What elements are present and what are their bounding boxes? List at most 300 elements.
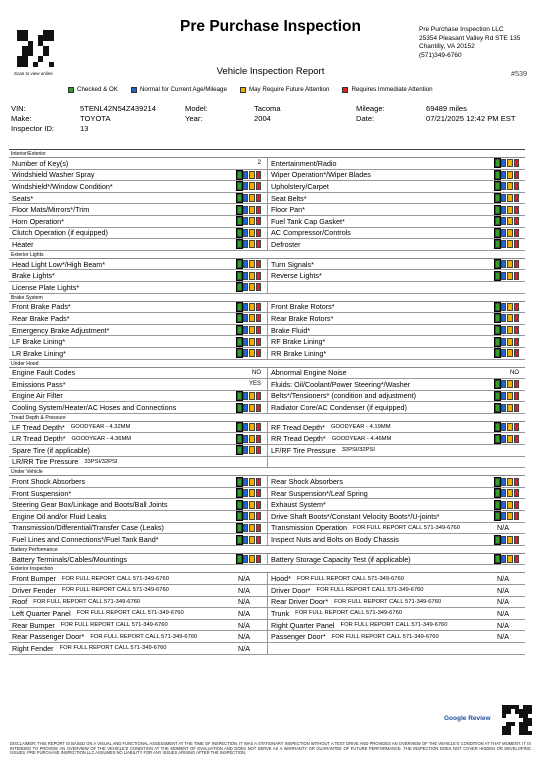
item-label: Horn Operation* (12, 216, 64, 226)
item-label: Seat Belts* (271, 193, 307, 203)
item-label: Belts*/Tensioners* (condition and adjustment) (271, 391, 417, 401)
status-indicator (237, 314, 261, 322)
yellow-status-box-icon (249, 240, 254, 248)
green-status-box-icon (495, 326, 500, 334)
item-note: GOODYEAR - 4.32MM (70, 424, 131, 431)
item-label: Head Light Low*/High Beam* (12, 259, 106, 269)
green-status-box-icon (237, 229, 242, 237)
status-indicator (495, 338, 519, 346)
status-indicator (237, 349, 261, 357)
table-row (9, 391, 525, 403)
status-indicator (495, 435, 519, 443)
table-row (9, 573, 525, 585)
blue-status-box-icon (243, 446, 248, 454)
item-na: N/A (238, 597, 250, 607)
inspection-item (9, 228, 267, 239)
inspection-item (267, 643, 525, 654)
yellow-status-box-icon (249, 182, 254, 190)
item-label: Radiator Core/AC Condenser (if equipped) (271, 403, 407, 413)
green-status-box-icon (495, 392, 500, 400)
inspection-item (267, 325, 525, 336)
inspection-item (267, 499, 525, 510)
qr-code-icon (502, 705, 532, 735)
green-status-box-icon (495, 478, 500, 486)
table-row (9, 379, 525, 391)
yellow-status-box-icon (249, 392, 254, 400)
red-status-box-icon (514, 206, 519, 214)
inspection-item (9, 433, 267, 444)
blue-status-box-icon (243, 182, 248, 190)
blue-status-box-icon (243, 478, 248, 486)
red-status-box-icon (256, 404, 261, 412)
status-indicator (495, 512, 519, 520)
item-value: NO (510, 369, 519, 376)
status-indicator (495, 260, 519, 268)
green-status-box-icon (495, 314, 500, 322)
item-label: RR Brake Lining* (271, 348, 327, 358)
inspection-item (9, 158, 267, 169)
yellow-status-box-icon (507, 512, 512, 520)
yellow-status-box-icon (249, 512, 254, 520)
inspection-item (267, 259, 525, 270)
item-note: GOODYEAR - 4.46MM (331, 435, 392, 442)
section-header: Exterior Lights (9, 251, 525, 259)
item-label: Rear Driver Door* (271, 597, 329, 607)
item-label: Upholstery/Carpet (271, 181, 329, 191)
item-na: N/A (238, 632, 250, 642)
make-value: TOYOTA (80, 114, 111, 124)
table-row (9, 499, 525, 511)
item-label: Steering Gear Box/Linkage and Boots/Ball Joints (12, 500, 168, 510)
item-label: Abnormal Engine Noise (271, 368, 347, 378)
green-status-box-icon (237, 478, 242, 486)
yellow-status-box-icon (507, 435, 512, 443)
green-status-box-icon (237, 206, 242, 214)
red-status-box-icon (256, 206, 261, 214)
green-status-box-icon (495, 423, 500, 431)
green-status-box-icon (495, 512, 500, 520)
table-row (9, 488, 525, 500)
red-status-box-icon (514, 182, 519, 190)
inspector-label: Inspector ID: (11, 124, 55, 134)
yellow-status-box-icon (507, 423, 512, 431)
item-note: FOR FULL REPORT CALL 571-349-6760 (61, 575, 169, 582)
green-status-box-icon (495, 555, 500, 563)
red-status-box-icon (256, 423, 261, 431)
year-value: 2004 (254, 114, 271, 124)
inspection-item (267, 348, 525, 359)
blue-status-box-icon (243, 229, 248, 237)
item-note: FOR FULL REPORT CALL 571-349-6760 (353, 524, 461, 531)
table-row (9, 620, 525, 632)
company-name: Pre Purchase Inspection LLC (419, 26, 504, 33)
vin-value: 5TENL42N54Z439214 (80, 104, 156, 113)
inspection-item (9, 216, 267, 227)
green-status-box-icon (237, 524, 242, 532)
item-label: Rear Shock Absorbers (271, 477, 343, 487)
table-row (9, 631, 525, 643)
inspection-item (267, 302, 525, 313)
green-status-box-icon (495, 536, 500, 544)
inspection-item (267, 239, 525, 250)
red-status-box-icon (514, 338, 519, 346)
blue-status-box-icon (243, 260, 248, 268)
red-status-box-icon (514, 303, 519, 311)
date-label: Date: (356, 114, 375, 124)
table-row (9, 643, 525, 655)
item-label: Fuel Lines and Connections*/Fuel Tank Band* (12, 535, 159, 545)
blue-status-box-icon (501, 555, 506, 563)
red-status-box-icon (514, 423, 519, 431)
inspection-item (267, 282, 525, 293)
item-note: FOR FULL REPORT CALL 571-349-6760 (90, 633, 198, 640)
blue-status-box-icon (501, 338, 506, 346)
table-row (9, 422, 525, 434)
inspection-item (267, 597, 525, 608)
blue-status-box-icon (243, 217, 248, 225)
inspection-item (9, 476, 267, 487)
blue-status-box-icon (501, 240, 506, 248)
inspection-item (9, 608, 267, 619)
red-status-box-icon (256, 512, 261, 520)
inspection-item (267, 158, 525, 169)
item-label: LF Brake Lining* (12, 337, 66, 347)
yellow-status-box-icon (249, 283, 254, 291)
yellow-status-box-icon (249, 272, 254, 280)
status-indicator (495, 326, 519, 334)
red-status-box-icon (514, 512, 519, 520)
legend-item-immediate: Requires Immediate Attention (342, 86, 432, 93)
item-note: FOR FULL REPORT CALL 571-349-6760 (61, 587, 169, 594)
red-status-box-icon (514, 159, 519, 167)
item-label: Brake Fluid* (271, 325, 311, 335)
inspection-item (9, 499, 267, 510)
table-row (9, 554, 525, 566)
item-na: N/A (238, 643, 250, 653)
green-status-box-icon (495, 260, 500, 268)
green-status-box-icon (495, 229, 500, 237)
red-status-box-icon (256, 501, 261, 509)
table-row (9, 216, 525, 228)
yellow-status-box-icon (249, 314, 254, 322)
red-status-box-icon (514, 229, 519, 237)
status-indicator (495, 314, 519, 322)
yellow-status-box-icon (249, 171, 254, 179)
blue-status-box-icon (243, 392, 248, 400)
blue-status-box-icon (243, 524, 248, 532)
green-status-box-icon (495, 338, 500, 346)
green-status-box-icon (495, 435, 500, 443)
table-row (9, 325, 525, 337)
green-status-box-icon (237, 501, 242, 509)
item-label: Defroster (271, 239, 301, 249)
yellow-status-box-icon (249, 349, 254, 357)
inspection-item (9, 597, 267, 608)
yellow-status-box-icon (249, 423, 254, 431)
status-indicator (237, 171, 261, 179)
item-label: RF Tread Depth* (271, 422, 325, 432)
red-status-box-icon (514, 555, 519, 563)
inspection-item (9, 348, 267, 359)
red-status-box-icon (256, 260, 261, 268)
blue-status-box-icon (501, 194, 506, 202)
item-label: Front Brake Pads* (12, 302, 71, 312)
yellow-status-box-icon (249, 524, 254, 532)
blue-status-box-icon (243, 349, 248, 357)
item-label: Emergency Brake Adjustment* (12, 325, 110, 335)
red-status-box-icon (256, 194, 261, 202)
blue-status-box-icon (501, 501, 506, 509)
red-status-box-icon (256, 349, 261, 357)
blue-status-box-icon (501, 326, 506, 334)
yellow-status-box-icon (507, 404, 512, 412)
green-status-box-icon (237, 512, 242, 520)
status-indicator (495, 489, 519, 497)
inspection-item (267, 228, 525, 239)
red-swatch-icon (342, 87, 348, 93)
report-number: #539 (511, 69, 527, 78)
red-status-box-icon (256, 524, 261, 532)
item-na: N/A (497, 632, 509, 642)
yellow-status-box-icon (507, 159, 512, 167)
yellow-status-box-icon (507, 338, 512, 346)
blue-status-box-icon (501, 404, 506, 412)
table-row (9, 476, 525, 488)
inspection-item (9, 313, 267, 324)
status-indicator (237, 338, 261, 346)
red-status-box-icon (514, 171, 519, 179)
item-label: Passenger Door* (271, 632, 326, 642)
green-status-box-icon (495, 489, 500, 497)
status-indicator (237, 194, 261, 202)
blue-status-box-icon (243, 326, 248, 334)
yellow-status-box-icon (507, 229, 512, 237)
status-indicator (495, 217, 519, 225)
status-indicator (495, 349, 519, 357)
table-row (9, 402, 525, 414)
blue-status-box-icon (501, 392, 506, 400)
yellow-status-box-icon (249, 446, 254, 454)
green-swatch-icon (68, 87, 74, 93)
red-status-box-icon (514, 217, 519, 225)
status-indicator (495, 206, 519, 214)
blue-status-box-icon (501, 229, 506, 237)
blue-status-box-icon (501, 349, 506, 357)
inspection-item (9, 325, 267, 336)
red-status-box-icon (256, 240, 261, 248)
google-review-link[interactable]: Google Review (444, 715, 491, 722)
green-status-box-icon (237, 338, 242, 346)
inspection-item (267, 368, 525, 379)
yellow-status-box-icon (507, 272, 512, 280)
status-indicator (495, 423, 519, 431)
yellow-status-box-icon (507, 489, 512, 497)
item-label: Inspect Nuts and Bolts on Body Chassis (271, 535, 399, 545)
yellow-status-box-icon (249, 501, 254, 509)
blue-status-box-icon (501, 303, 506, 311)
legend-item-normal: Normal for Current Age/Mileage (131, 86, 227, 93)
inspection-item (9, 457, 267, 468)
green-status-box-icon (237, 303, 242, 311)
item-label: RR Tread Depth* (271, 434, 326, 444)
yellow-status-box-icon (249, 338, 254, 346)
status-indicator (495, 159, 519, 167)
red-status-box-icon (256, 182, 261, 190)
yellow-status-box-icon (249, 217, 254, 225)
inspection-item (267, 313, 525, 324)
inspection-item (9, 193, 267, 204)
yellow-status-box-icon (507, 240, 512, 248)
blue-status-box-icon (243, 171, 248, 179)
green-status-box-icon (495, 349, 500, 357)
green-status-box-icon (237, 536, 242, 544)
inspection-item (9, 523, 267, 534)
blue-status-box-icon (243, 512, 248, 520)
yellow-status-box-icon (507, 206, 512, 214)
inspection-item (267, 193, 525, 204)
inspection-item (267, 620, 525, 631)
red-status-box-icon (256, 283, 261, 291)
item-note: GOODYEAR - 4.36MM (71, 435, 132, 442)
section-header: Under Vehicle (9, 468, 525, 476)
item-label: Floor Mats/Mirrors*/Trim (12, 205, 90, 215)
red-status-box-icon (514, 392, 519, 400)
inspection-item (267, 270, 525, 281)
status-indicator (237, 240, 261, 248)
green-status-box-icon (237, 194, 242, 202)
blue-status-box-icon (243, 194, 248, 202)
date-value: 07/21/2025 12:42 PM EST (426, 114, 516, 124)
blue-swatch-icon (131, 87, 137, 93)
inspection-item (9, 422, 267, 433)
status-indicator (237, 501, 261, 509)
table-row (9, 608, 525, 620)
item-na: N/A (497, 523, 509, 533)
red-status-box-icon (514, 260, 519, 268)
status-indicator (237, 303, 261, 311)
year-label: Year: (185, 114, 203, 124)
blue-status-box-icon (243, 423, 248, 431)
inspection-item (9, 204, 267, 215)
inspection-item (267, 631, 525, 642)
status-indicator (237, 182, 261, 190)
yellow-status-box-icon (249, 260, 254, 268)
red-status-box-icon (256, 536, 261, 544)
inspection-item (267, 391, 525, 402)
status-indicator (495, 182, 519, 190)
status-indicator (237, 404, 261, 412)
item-label: Driver Fender (12, 585, 56, 595)
blue-status-box-icon (501, 435, 506, 443)
inspection-item (9, 336, 267, 347)
inspection-item (267, 511, 525, 522)
table-row (9, 313, 525, 325)
item-label: Front Brake Rotors* (271, 302, 335, 312)
inspection-item (9, 643, 267, 654)
inspection-item (9, 402, 267, 413)
green-status-box-icon (237, 260, 242, 268)
inspection-item (267, 554, 525, 565)
yellow-status-box-icon (507, 182, 512, 190)
status-indicator (237, 489, 261, 497)
table-row (9, 445, 525, 457)
status-indicator (495, 194, 519, 202)
item-label: Number of Key(s) (12, 158, 69, 168)
item-na: N/A (238, 620, 250, 630)
make-label: Make: (11, 114, 32, 124)
item-label: LR/RR Tire Pressure (12, 457, 79, 467)
red-status-box-icon (256, 489, 261, 497)
item-label: Front Suspension* (12, 488, 72, 498)
item-na: N/A (497, 585, 509, 595)
yellow-status-box-icon (507, 303, 512, 311)
yellow-status-box-icon (249, 489, 254, 497)
green-status-box-icon (237, 272, 242, 280)
section-header: Exterior Inspection (9, 565, 525, 573)
blue-status-box-icon (243, 283, 248, 291)
status-indicator (495, 392, 519, 400)
green-status-box-icon (237, 435, 242, 443)
item-label: Left Quarter Panel (12, 608, 71, 618)
table-row (9, 523, 525, 535)
red-status-box-icon (256, 314, 261, 322)
status-indicator (237, 435, 261, 443)
red-status-box-icon (256, 478, 261, 486)
inspection-item (9, 445, 267, 456)
item-label: Drive Shaft Boots*/Constant Velocity Boots*/U-joints* (271, 511, 440, 521)
red-status-box-icon (256, 435, 261, 443)
page-title: Pre Purchase Inspection (180, 18, 361, 35)
inspection-item (267, 204, 525, 215)
item-label: Rear Brake Pads* (12, 313, 70, 323)
company-info (419, 26, 520, 60)
item-label: Rear Suspension*/Leaf Spring (271, 488, 368, 498)
status-indicator (237, 217, 261, 225)
inspection-item (9, 554, 267, 565)
item-label: Roof (12, 597, 28, 607)
inspection-item (9, 302, 267, 313)
table-row (9, 193, 525, 205)
green-status-box-icon (495, 171, 500, 179)
status-indicator (237, 283, 261, 291)
status-indicator (237, 229, 261, 237)
item-note: FOR FULL REPORT CALL 571-349-6760 (60, 622, 168, 629)
item-na: N/A (238, 608, 250, 618)
company-city: Chantilly, VA 20152 (419, 43, 475, 51)
model-label: Model: (185, 104, 208, 113)
inspection-item (267, 402, 525, 413)
yellow-status-box-icon (507, 501, 512, 509)
scan-label: Scan to view online (14, 71, 53, 76)
item-label: Heater (12, 239, 34, 249)
item-label: LF Tread Depth* (12, 422, 65, 432)
inspection-item (267, 585, 525, 596)
item-note: 32PSI/32PSI (341, 447, 375, 454)
inspection-item (267, 181, 525, 192)
blue-status-box-icon (501, 159, 506, 167)
inspection-item (267, 573, 525, 584)
item-label: Seats* (12, 193, 34, 203)
green-status-box-icon (237, 217, 242, 225)
section-header: Tread Depth & Pressure (9, 414, 525, 422)
status-indicator (495, 478, 519, 486)
yellow-status-box-icon (507, 217, 512, 225)
green-status-box-icon (237, 392, 242, 400)
model-value: Tacoma (254, 104, 281, 113)
yellow-status-box-icon (507, 555, 512, 563)
status-indicator (237, 272, 261, 280)
yellow-status-box-icon (507, 349, 512, 357)
